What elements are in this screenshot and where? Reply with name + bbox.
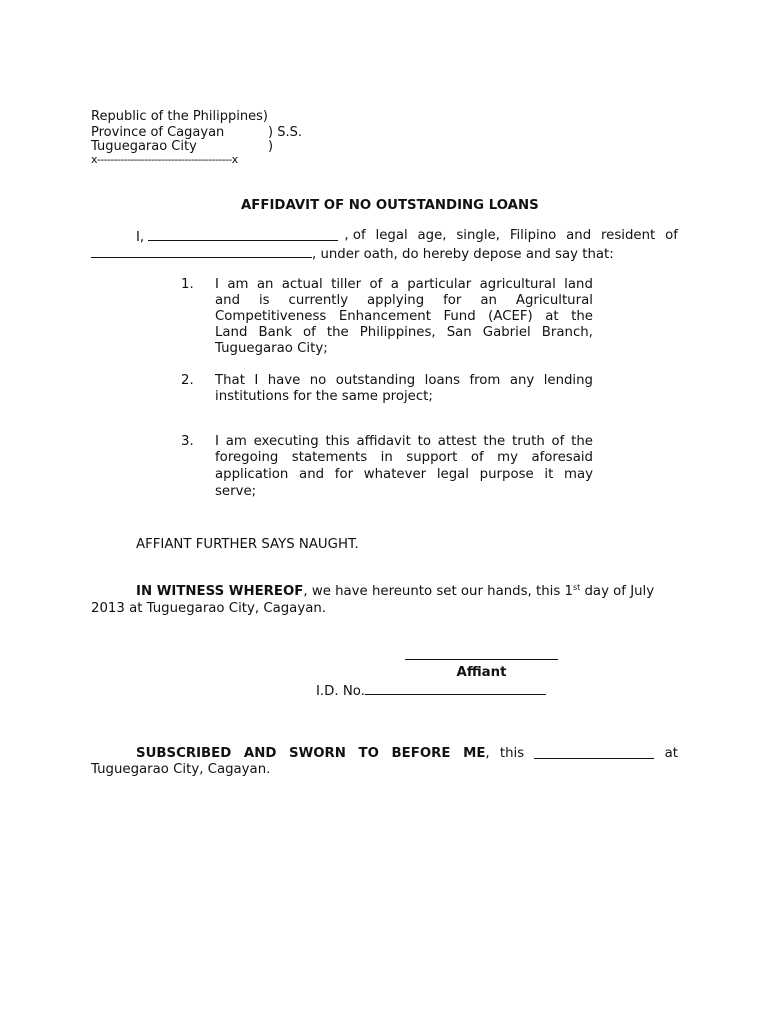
- item-2-line-1: That I have no outstanding loans from any lending: [215, 373, 593, 388]
- item-1-line-2: and is currently applying for an Agricultural: [215, 293, 593, 308]
- caption-city: Tuguegarao City: [91, 139, 197, 154]
- id-number-row: [316, 682, 546, 701]
- caption-ss: ) S.S.: [268, 125, 302, 140]
- affiant-label: Affiant: [456, 665, 507, 680]
- witness-text-2: day of July: [580, 584, 655, 599]
- jurat-at: at: [664, 746, 678, 761]
- caption-province: Province of Cagayan: [91, 125, 225, 140]
- witness-line-1: [136, 584, 678, 601]
- item-1-line-1: I am an actual tiller of a particular agricultural land: [215, 277, 593, 292]
- intro-line-1: [91, 228, 678, 247]
- residence-blank[interactable]: [91, 245, 312, 258]
- item-1-line-3: Competitiveness Enhancement Fund (ACEF) at the: [215, 309, 593, 324]
- item-3-line-1: I am executing this affidavit to attest the truth of the: [215, 434, 593, 449]
- witness-text-1: , we have hereunto set our hands, this 1: [303, 584, 573, 599]
- further-says-naught: AFFIANT FURTHER SAYS NAUGHT.: [136, 537, 359, 552]
- witness-bold: IN WITNESS WHEREOF: [136, 584, 304, 599]
- jurat-line-2: Tuguegarao City, Cagayan.: [91, 762, 271, 777]
- jurat-this: this: [499, 746, 525, 761]
- item-1-line-4: Land Bank of the Philippines, San Gabriel Branch,: [215, 325, 593, 340]
- jurat-bold: SUBSCRIBED AND SWORN TO BEFORE ME: [136, 746, 486, 761]
- id-label: I.D. No.: [316, 684, 365, 699]
- intro-prefix: I,: [136, 230, 145, 245]
- item-3-number: 3.: [181, 434, 194, 449]
- caption-paren: ): [268, 139, 274, 154]
- intro-suffix: , under oath, do hereby depose and say that:: [312, 247, 614, 262]
- name-blank[interactable]: [148, 228, 338, 241]
- caption-divider: x----------------------------------------x: [91, 153, 238, 166]
- item-2-line-2: institutions for the same project;: [215, 389, 433, 404]
- witness-sup: st: [572, 583, 581, 592]
- intro-line-2: [91, 245, 614, 264]
- item-3-line-2: foregoing statements in support of my aforesaid: [215, 450, 593, 465]
- caption-republic: Republic of the Philippines): [91, 109, 268, 124]
- item-3-line-3: application and for whatever legal purpose it may: [215, 467, 593, 482]
- intro-mid: , of legal age, single, Filipino and resident of: [344, 228, 678, 243]
- item-1-line-5: Tuguegarao City;: [215, 341, 328, 356]
- signature-line[interactable]: [405, 659, 558, 660]
- witness-line-2: 2013 at Tuguegarao City, Cagayan.: [91, 601, 327, 616]
- document-title: AFFIDAVIT OF NO OUTSTANDING LOANS: [241, 198, 539, 213]
- date-blank[interactable]: [534, 746, 654, 759]
- item-3-line-4: serve;: [215, 484, 257, 499]
- item-2-number: 2.: [181, 373, 194, 388]
- item-1-number: 1.: [181, 277, 194, 292]
- jurat-line-1: SUBSCRIBED AND SWORN TO BEFORE ME, this at: [136, 746, 678, 761]
- id-number-blank[interactable]: [365, 682, 546, 695]
